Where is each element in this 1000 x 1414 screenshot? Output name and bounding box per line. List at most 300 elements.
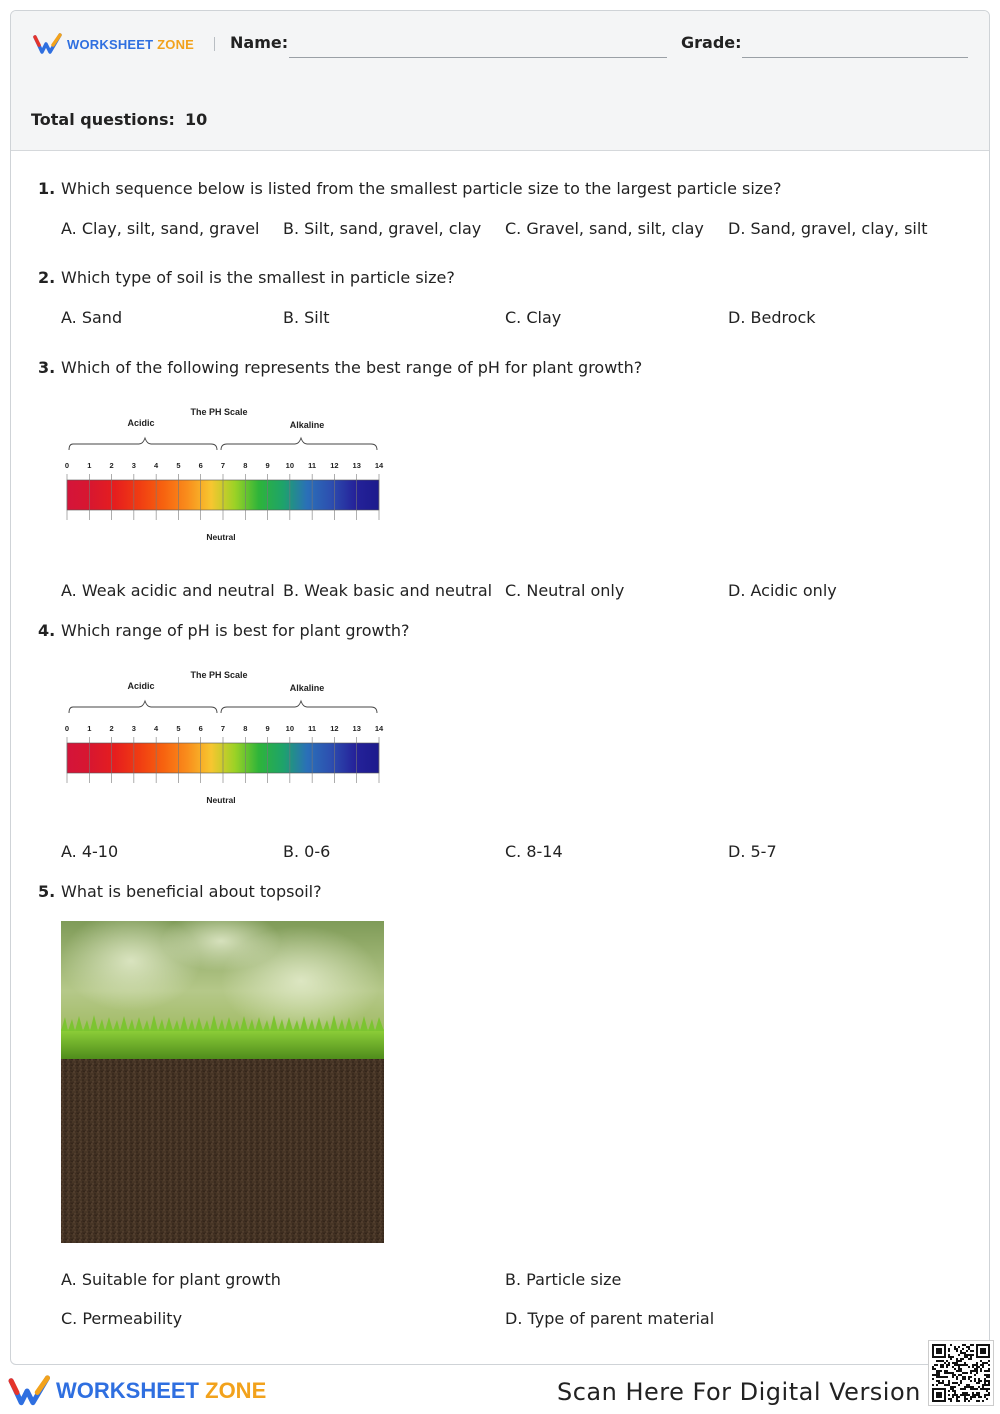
option-c[interactable]: C. Gravel, sand, silt, clay bbox=[505, 219, 704, 238]
qr-module bbox=[956, 1350, 958, 1352]
ph-tick-label: 0 bbox=[64, 724, 70, 733]
question-number: 3. bbox=[38, 358, 56, 377]
qr-module bbox=[952, 1394, 954, 1396]
qr-module bbox=[976, 1382, 978, 1384]
qr-module bbox=[978, 1400, 980, 1402]
qr-module bbox=[966, 1364, 968, 1366]
qr-module bbox=[950, 1358, 952, 1360]
alkaline-brace bbox=[221, 438, 377, 450]
qr-module bbox=[978, 1396, 980, 1398]
qr-module bbox=[964, 1362, 966, 1364]
alkaline-brace bbox=[221, 701, 377, 713]
grade-label: Grade: bbox=[681, 33, 742, 52]
ph-tick-label: 2 bbox=[109, 461, 114, 470]
qr-module bbox=[936, 1384, 938, 1386]
qr-module bbox=[954, 1364, 956, 1366]
qr-module bbox=[956, 1394, 958, 1396]
question-text: Which type of soil is the smallest in particle size? bbox=[61, 268, 455, 287]
brand-word-2: ZONE bbox=[157, 36, 195, 52]
qr-module bbox=[954, 1392, 956, 1394]
qr-module bbox=[970, 1344, 972, 1346]
total-questions-value: 10 bbox=[184, 110, 208, 129]
qr-module bbox=[982, 1386, 984, 1388]
qr-module bbox=[986, 1394, 988, 1396]
qr-module bbox=[936, 1360, 938, 1362]
qr-module bbox=[968, 1346, 970, 1348]
ph-tick-label: 5 bbox=[176, 724, 181, 733]
name-label: Name: bbox=[230, 33, 289, 52]
qr-module bbox=[984, 1382, 986, 1384]
qr-module bbox=[938, 1370, 940, 1372]
qr-module bbox=[962, 1376, 964, 1378]
question-number: 1. bbox=[38, 179, 56, 198]
qr-module bbox=[976, 1388, 978, 1390]
qr-module bbox=[958, 1346, 960, 1348]
qr-module bbox=[944, 1384, 946, 1386]
qr-module bbox=[988, 1360, 990, 1362]
option-c[interactable]: C. Clay bbox=[505, 308, 562, 327]
qr-module bbox=[972, 1350, 974, 1352]
option-b[interactable]: B. 0-6 bbox=[283, 842, 331, 861]
qr-module bbox=[974, 1394, 976, 1396]
qr-module bbox=[988, 1364, 990, 1366]
qr-module bbox=[932, 1366, 934, 1368]
qr-module bbox=[978, 1392, 980, 1394]
question-1-text-row bbox=[38, 179, 782, 198]
qr-module bbox=[932, 1378, 934, 1380]
qr-module bbox=[978, 1382, 980, 1384]
qr-module bbox=[960, 1382, 962, 1384]
qr-code-icon bbox=[932, 1344, 990, 1402]
qr-module bbox=[942, 1366, 944, 1368]
qr-module bbox=[972, 1370, 974, 1372]
qr-module bbox=[950, 1398, 952, 1400]
qr-module bbox=[954, 1382, 956, 1384]
qr-module bbox=[972, 1394, 974, 1396]
option-a[interactable]: A. Weak acidic and neutral bbox=[61, 581, 275, 600]
grade-field[interactable] bbox=[742, 57, 968, 58]
qr-module bbox=[972, 1366, 974, 1368]
worksheet-header bbox=[11, 11, 989, 151]
qr-module bbox=[938, 1372, 940, 1374]
ph-tick-label: 4 bbox=[154, 724, 159, 733]
qr-module bbox=[964, 1356, 966, 1358]
topsoil-photo bbox=[61, 921, 384, 1243]
qr-module bbox=[972, 1396, 974, 1398]
question-text: What is beneficial about topsoil? bbox=[61, 882, 322, 901]
qr-module bbox=[950, 1388, 952, 1390]
qr-module bbox=[988, 1380, 990, 1382]
ph-tick-label: 1 bbox=[87, 461, 92, 470]
qr-module bbox=[970, 1398, 972, 1400]
qr-module bbox=[948, 1354, 950, 1356]
qr-module bbox=[936, 1364, 938, 1366]
qr-module bbox=[966, 1392, 968, 1394]
qr-module bbox=[956, 1376, 958, 1378]
qr-module bbox=[964, 1392, 966, 1394]
question-number: 2. bbox=[38, 268, 56, 287]
qr-module bbox=[970, 1358, 972, 1360]
qr-module bbox=[976, 1394, 978, 1396]
qr-module bbox=[956, 1362, 958, 1364]
qr-module bbox=[936, 1376, 938, 1378]
qr-module bbox=[968, 1354, 970, 1356]
qr-module bbox=[948, 1398, 950, 1400]
qr-module bbox=[972, 1392, 974, 1394]
qr-module bbox=[966, 1346, 968, 1348]
ph-alkaline-label: Alkaline bbox=[289, 683, 325, 693]
qr-module bbox=[980, 1360, 982, 1362]
qr-module bbox=[984, 1374, 986, 1376]
qr-module bbox=[950, 1386, 952, 1388]
qr-module bbox=[984, 1396, 986, 1398]
qr-module bbox=[956, 1382, 958, 1384]
ph-tick-label: 9 bbox=[265, 461, 270, 470]
qr-finder-core bbox=[980, 1348, 986, 1354]
qr-module bbox=[954, 1346, 956, 1348]
ph-tick-label: 13 bbox=[352, 724, 361, 733]
qr-module bbox=[984, 1380, 986, 1382]
qr-module bbox=[952, 1396, 954, 1398]
ph-tick-label: 10 bbox=[285, 724, 295, 733]
qr-module bbox=[968, 1376, 970, 1378]
scan-prompt: Scan Here For Digital Version bbox=[557, 1378, 921, 1406]
qr-module bbox=[982, 1362, 984, 1364]
option-b[interactable]: B. Weak basic and neutral bbox=[283, 581, 493, 600]
ph-tick-label: 12 bbox=[330, 461, 339, 470]
qr-module bbox=[956, 1400, 958, 1402]
option-a[interactable]: A. Suitable for plant growth bbox=[61, 1270, 281, 1289]
qr-module bbox=[976, 1400, 978, 1402]
qr-module bbox=[986, 1370, 988, 1372]
qr-module bbox=[972, 1344, 974, 1346]
qr-finder-core bbox=[936, 1392, 942, 1398]
qr-module bbox=[956, 1358, 958, 1360]
qr-module bbox=[974, 1396, 976, 1398]
qr-module bbox=[952, 1390, 954, 1392]
ph-acidic-label: Acidic bbox=[127, 681, 155, 691]
qr-module bbox=[954, 1394, 956, 1396]
worksheetzone-logo-icon bbox=[33, 33, 63, 55]
worksheetzone-logo-icon bbox=[8, 1375, 52, 1407]
ph-scale-diagram bbox=[61, 398, 385, 548]
option-a[interactable]: A. Sand bbox=[61, 308, 123, 327]
ph-tick-label: 6 bbox=[198, 461, 203, 470]
qr-module bbox=[978, 1386, 980, 1388]
qr-module bbox=[948, 1350, 950, 1352]
qr-module bbox=[968, 1378, 970, 1380]
question-text: Which sequence below is listed from the smallest particle size to the largest particle size? bbox=[61, 179, 782, 198]
qr-module bbox=[948, 1384, 950, 1386]
ph-alkaline-label: Alkaline bbox=[289, 420, 325, 430]
ph-tick-label: 0 bbox=[64, 461, 70, 470]
qr-module bbox=[970, 1396, 972, 1398]
ph-tick-label: 3 bbox=[131, 461, 136, 470]
qr-module bbox=[970, 1372, 972, 1374]
total-questions bbox=[31, 110, 207, 129]
question-3-text-row bbox=[38, 358, 642, 377]
qr-module bbox=[976, 1368, 978, 1370]
qr-module bbox=[950, 1344, 952, 1346]
qr-module bbox=[962, 1388, 964, 1390]
qr-module bbox=[980, 1370, 982, 1372]
qr-module bbox=[988, 1382, 990, 1384]
qr-module bbox=[956, 1398, 958, 1400]
ph-tick-label: 5 bbox=[176, 461, 181, 470]
qr-module bbox=[976, 1372, 978, 1374]
qr-module bbox=[972, 1386, 974, 1388]
qr-module bbox=[984, 1362, 986, 1364]
qr-module bbox=[962, 1358, 964, 1360]
qr-module bbox=[980, 1368, 982, 1370]
qr-module bbox=[974, 1378, 976, 1380]
ph-tick-label: 13 bbox=[352, 461, 361, 470]
qr-module bbox=[986, 1384, 988, 1386]
page-footer bbox=[0, 1366, 1000, 1414]
qr-module bbox=[974, 1388, 976, 1390]
ph-neutral-label: Neutral bbox=[206, 532, 236, 542]
name-field[interactable] bbox=[289, 57, 667, 58]
qr-module bbox=[936, 1374, 938, 1376]
qr-module bbox=[964, 1398, 966, 1400]
qr-module bbox=[954, 1390, 956, 1392]
qr-module bbox=[942, 1360, 944, 1362]
qr-module bbox=[968, 1348, 970, 1350]
option-d[interactable]: D. Sand, gravel, clay, silt bbox=[728, 219, 928, 238]
qr-module bbox=[978, 1378, 980, 1380]
qr-module bbox=[982, 1364, 984, 1366]
qr-module bbox=[938, 1374, 940, 1376]
option-b[interactable]: B. Silt bbox=[283, 308, 330, 327]
qr-module bbox=[946, 1372, 948, 1374]
option-c[interactable]: C. Neutral only bbox=[505, 581, 625, 600]
ph-tick-label: 8 bbox=[243, 724, 248, 733]
qr-module bbox=[964, 1352, 966, 1354]
qr-module bbox=[948, 1380, 950, 1382]
qr-module bbox=[968, 1358, 970, 1360]
qr-module bbox=[940, 1370, 942, 1372]
qr-module bbox=[964, 1354, 966, 1356]
qr-module bbox=[948, 1356, 950, 1358]
acidic-brace bbox=[69, 438, 217, 450]
qr-module bbox=[968, 1366, 970, 1368]
qr-module bbox=[954, 1362, 956, 1364]
qr-module bbox=[938, 1376, 940, 1378]
ph-tick-label: 2 bbox=[109, 724, 114, 733]
qr-module bbox=[970, 1354, 972, 1356]
question-number: 5. bbox=[38, 882, 56, 901]
worksheet-sheet bbox=[10, 10, 990, 1365]
qr-module bbox=[982, 1366, 984, 1368]
option-d[interactable]: D. Type of parent material bbox=[505, 1309, 715, 1328]
qr-module bbox=[966, 1354, 968, 1356]
qr-module bbox=[964, 1378, 966, 1380]
qr-module bbox=[938, 1380, 940, 1382]
qr-module bbox=[966, 1384, 968, 1386]
ph-scale-image bbox=[61, 398, 385, 548]
footer-brand-word-1: WORKSHEET bbox=[56, 1378, 199, 1403]
qr-module bbox=[952, 1366, 954, 1368]
qr-module bbox=[988, 1374, 990, 1376]
qr-module bbox=[986, 1390, 988, 1392]
qr-module bbox=[972, 1364, 974, 1366]
ph-tick-label: 7 bbox=[220, 724, 226, 733]
qr-module bbox=[980, 1364, 982, 1366]
qr-module bbox=[942, 1380, 944, 1382]
qr-module bbox=[954, 1374, 956, 1376]
ph-tick-label: 3 bbox=[131, 724, 136, 733]
qr-module bbox=[978, 1366, 980, 1368]
qr-module bbox=[960, 1374, 962, 1376]
qr-module bbox=[956, 1348, 958, 1350]
qr-module bbox=[952, 1386, 954, 1388]
qr-module bbox=[988, 1368, 990, 1370]
qr-module bbox=[970, 1370, 972, 1372]
qr-module bbox=[954, 1386, 956, 1388]
question-2-text-row bbox=[38, 268, 455, 287]
qr-module bbox=[988, 1388, 990, 1390]
qr-module bbox=[940, 1364, 942, 1366]
qr-module bbox=[976, 1364, 978, 1366]
qr-module bbox=[966, 1394, 968, 1396]
brand-divider bbox=[214, 37, 215, 51]
qr-module bbox=[964, 1396, 966, 1398]
option-b[interactable]: B. Particle size bbox=[505, 1270, 622, 1289]
qr-module bbox=[982, 1400, 984, 1402]
qr-module bbox=[966, 1386, 968, 1388]
option-d[interactable]: D. Bedrock bbox=[728, 308, 816, 327]
qr-module bbox=[978, 1394, 980, 1396]
qr-module bbox=[938, 1360, 940, 1362]
qr-module bbox=[988, 1370, 990, 1372]
qr-module bbox=[958, 1396, 960, 1398]
qr-module bbox=[954, 1368, 956, 1370]
qr-module bbox=[940, 1366, 942, 1368]
qr-module bbox=[960, 1388, 962, 1390]
option-d[interactable]: D. Acidic only bbox=[728, 581, 837, 600]
qr-module bbox=[942, 1382, 944, 1384]
qr-module bbox=[984, 1384, 986, 1386]
qr-module bbox=[988, 1384, 990, 1386]
qr-module bbox=[970, 1386, 972, 1388]
qr-module bbox=[984, 1370, 986, 1372]
qr-module bbox=[958, 1374, 960, 1376]
qr-module bbox=[962, 1352, 964, 1354]
qr-module bbox=[950, 1356, 952, 1358]
ph-tick-label: 1 bbox=[87, 724, 92, 733]
qr-module bbox=[952, 1372, 954, 1374]
qr-module bbox=[962, 1394, 964, 1396]
qr-module bbox=[970, 1356, 972, 1358]
qr-module bbox=[974, 1374, 976, 1376]
qr-module bbox=[952, 1374, 954, 1376]
option-c[interactable]: C. 8-14 bbox=[505, 842, 563, 861]
qr-module bbox=[960, 1350, 962, 1352]
qr-module bbox=[954, 1348, 956, 1350]
ph-acidic-label: Acidic bbox=[127, 418, 155, 428]
qr-module bbox=[968, 1400, 970, 1402]
qr-code[interactable] bbox=[928, 1340, 994, 1406]
qr-module bbox=[976, 1366, 978, 1368]
option-b[interactable]: B. Silt, sand, gravel, clay bbox=[283, 219, 482, 238]
qr-module bbox=[962, 1372, 964, 1374]
qr-module bbox=[984, 1394, 986, 1396]
qr-module bbox=[934, 1374, 936, 1376]
qr-module bbox=[964, 1394, 966, 1396]
qr-module bbox=[974, 1364, 976, 1366]
qr-module bbox=[944, 1370, 946, 1372]
qr-module bbox=[952, 1376, 954, 1378]
qr-module bbox=[958, 1370, 960, 1372]
qr-module bbox=[980, 1388, 982, 1390]
qr-module bbox=[934, 1368, 936, 1370]
qr-module bbox=[964, 1386, 966, 1388]
option-a[interactable]: A. 4-10 bbox=[61, 842, 119, 861]
qr-module bbox=[986, 1398, 988, 1400]
qr-module bbox=[952, 1362, 954, 1364]
qr-module bbox=[964, 1364, 966, 1366]
qr-module bbox=[952, 1388, 954, 1390]
ph-tick-label: 11 bbox=[308, 724, 317, 733]
qr-module bbox=[962, 1348, 964, 1350]
qr-module bbox=[948, 1372, 950, 1374]
qr-module bbox=[948, 1382, 950, 1384]
qr-module bbox=[956, 1360, 958, 1362]
qr-module bbox=[956, 1396, 958, 1398]
qr-module bbox=[958, 1360, 960, 1362]
qr-module bbox=[960, 1358, 962, 1360]
qr-module bbox=[988, 1392, 990, 1394]
qr-module bbox=[956, 1364, 958, 1366]
ph-tick-label: 12 bbox=[330, 724, 339, 733]
qr-module bbox=[944, 1372, 946, 1374]
qr-module bbox=[958, 1400, 960, 1402]
ph-tick-label: 11 bbox=[308, 461, 317, 470]
qr-module bbox=[980, 1396, 982, 1398]
qr-module bbox=[984, 1378, 986, 1380]
qr-module bbox=[966, 1356, 968, 1358]
qr-module bbox=[956, 1370, 958, 1372]
qr-module bbox=[960, 1380, 962, 1382]
qr-module bbox=[970, 1388, 972, 1390]
option-a[interactable]: A. Clay, silt, sand, gravel bbox=[61, 219, 260, 238]
qr-module bbox=[950, 1400, 952, 1402]
option-d[interactable]: D. 5-7 bbox=[728, 842, 777, 861]
qr-module bbox=[948, 1348, 950, 1350]
qr-module bbox=[986, 1380, 988, 1382]
ph-tick-label: 10 bbox=[285, 461, 295, 470]
qr-module bbox=[952, 1356, 954, 1358]
qr-module bbox=[968, 1386, 970, 1388]
question-text: Which of the following represents the best range of pH for plant growth? bbox=[61, 358, 643, 377]
brand-logo bbox=[33, 33, 194, 55]
footer-brand-wordmark bbox=[56, 1378, 266, 1404]
qr-module bbox=[964, 1376, 966, 1378]
ph-neutral-label: Neutral bbox=[206, 795, 236, 805]
option-c[interactable]: C. Permeability bbox=[61, 1309, 183, 1328]
qr-module bbox=[944, 1362, 946, 1364]
ph-tick-label: 14 bbox=[374, 724, 384, 733]
acidic-brace bbox=[69, 701, 217, 713]
question-5-text-row bbox=[38, 882, 322, 901]
ph-scale-image bbox=[61, 661, 385, 811]
footer-brand-logo bbox=[8, 1374, 266, 1408]
qr-module bbox=[934, 1364, 936, 1366]
qr-module bbox=[958, 1384, 960, 1386]
qr-module bbox=[986, 1388, 988, 1390]
qr-module bbox=[946, 1370, 948, 1372]
qr-module bbox=[974, 1380, 976, 1382]
